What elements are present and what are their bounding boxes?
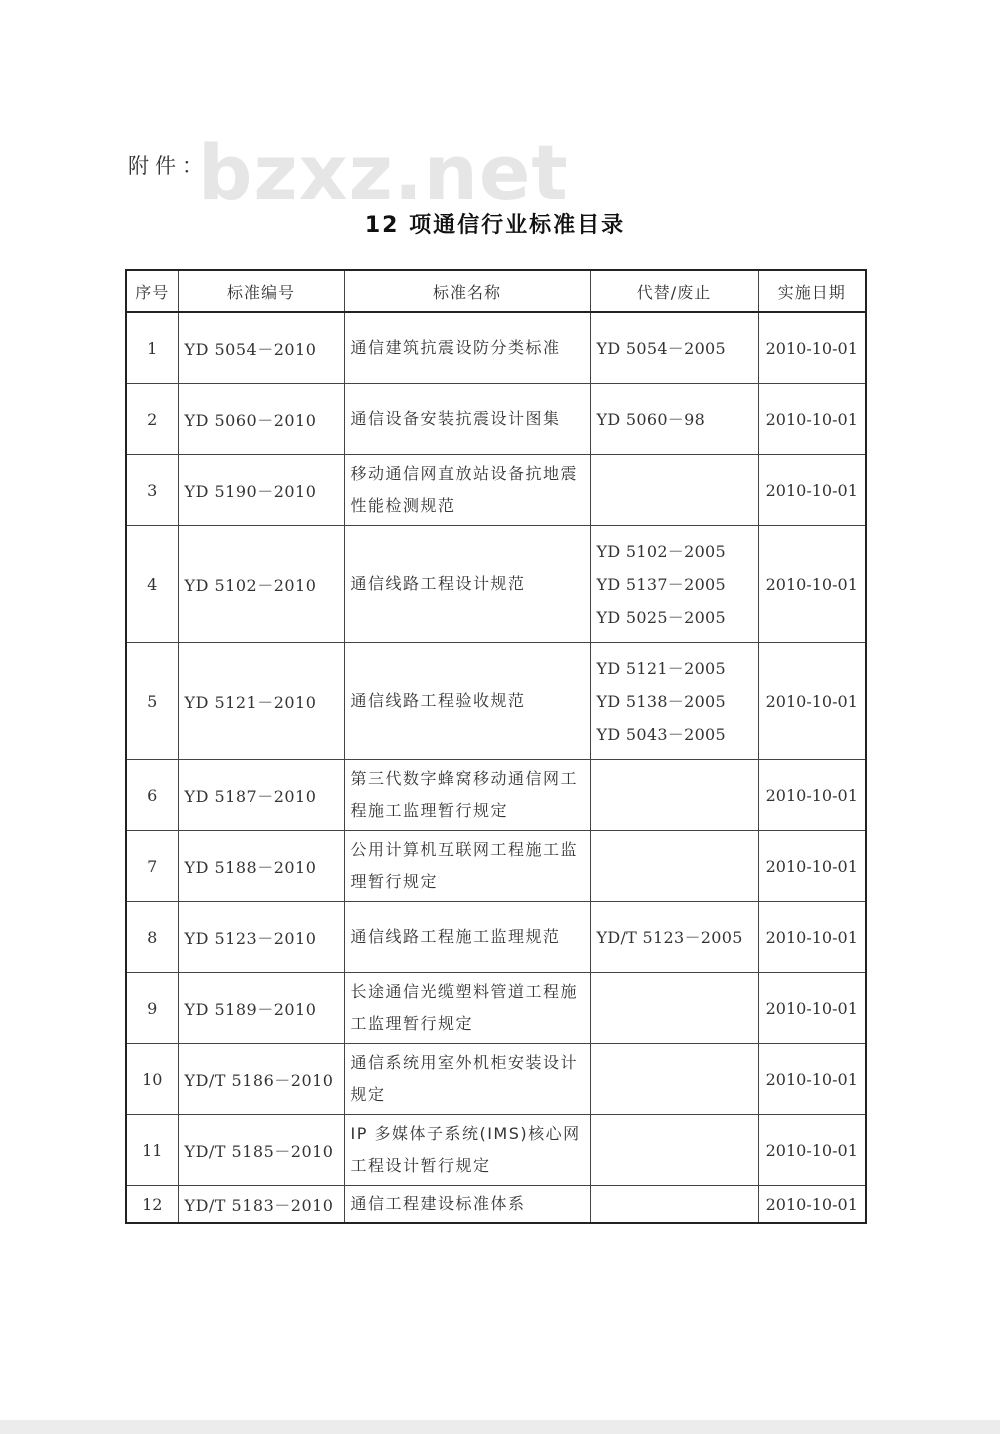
cell-seq: 7 <box>126 831 178 902</box>
cell-seq: 3 <box>126 455 178 526</box>
cell-seq: 10 <box>126 1044 178 1115</box>
cell-name: 通信线路工程施工监理规范 <box>344 902 590 973</box>
table-row <box>126 973 866 1044</box>
cell-code: YD/T 5185－2010 <box>178 1115 344 1186</box>
cell-name: 通信线路工程验收规范 <box>344 643 590 760</box>
cell-replaces <box>590 1115 758 1186</box>
cell-code: YD 5102－2010 <box>178 526 344 643</box>
cell-seq: 5 <box>126 643 178 760</box>
cell-date: 2010-10-01 <box>758 760 866 831</box>
header-seq: 序号 <box>126 270 178 312</box>
cell-replaces <box>590 1186 758 1224</box>
cell-code: YD 5054－2010 <box>178 312 344 384</box>
table-header-row <box>126 270 866 312</box>
cell-seq: 9 <box>126 973 178 1044</box>
header-replaces: 代替/废止 <box>590 270 758 312</box>
cell-name: 公用计算机互联网工程施工监理暂行规定 <box>344 831 590 902</box>
table-row <box>126 455 866 526</box>
cell-date: 2010-10-01 <box>758 455 866 526</box>
cell-date: 2010-10-01 <box>758 643 866 760</box>
table-row <box>126 902 866 973</box>
table-row <box>126 384 866 455</box>
cell-seq: 4 <box>126 526 178 643</box>
cell-replaces <box>590 973 758 1044</box>
cell-code: YD/T 5183－2010 <box>178 1186 344 1224</box>
cell-name: 长途通信光缆塑料管道工程施工监理暂行规定 <box>344 973 590 1044</box>
header-name: 标准名称 <box>344 270 590 312</box>
table-row <box>126 760 866 831</box>
cell-date: 2010-10-01 <box>758 384 866 455</box>
cell-replaces <box>590 831 758 902</box>
cell-replaces: YD/T 5123－2005 <box>590 902 758 973</box>
table-row <box>126 831 866 902</box>
cell-date: 2010-10-01 <box>758 526 866 643</box>
standards-table <box>125 269 867 1224</box>
cell-seq: 2 <box>126 384 178 455</box>
cell-code: YD 5187－2010 <box>178 760 344 831</box>
cell-code: YD 5190－2010 <box>178 455 344 526</box>
cell-replaces <box>590 760 758 831</box>
cell-code: YD 5060－2010 <box>178 384 344 455</box>
page-bottom-bar <box>0 1420 1000 1434</box>
cell-replaces: YD 5054－2005 <box>590 312 758 384</box>
table-row <box>126 1186 866 1224</box>
cell-seq: 6 <box>126 760 178 831</box>
cell-date: 2010-10-01 <box>758 1186 866 1224</box>
attachment-label: 附件： <box>128 154 209 178</box>
cell-name: 通信工程建设标准体系 <box>344 1186 590 1224</box>
cell-seq: 1 <box>126 312 178 384</box>
cell-date: 2010-10-01 <box>758 902 866 973</box>
table-row <box>126 1044 866 1115</box>
cell-code: YD 5121－2010 <box>178 643 344 760</box>
header-date: 实施日期 <box>758 270 866 312</box>
cell-seq: 12 <box>126 1186 178 1224</box>
cell-code: YD 5189－2010 <box>178 973 344 1044</box>
cell-name: 第三代数字蜂窝移动通信网工程施工监理暂行规定 <box>344 760 590 831</box>
table-row <box>126 1115 866 1186</box>
cell-code: YD 5123－2010 <box>178 902 344 973</box>
cell-name: 通信线路工程设计规范 <box>344 526 590 643</box>
cell-date: 2010-10-01 <box>758 831 866 902</box>
cell-date: 2010-10-01 <box>758 973 866 1044</box>
cell-seq: 8 <box>126 902 178 973</box>
cell-replaces <box>590 455 758 526</box>
cell-code: YD/T 5186－2010 <box>178 1044 344 1115</box>
cell-date: 2010-10-01 <box>758 312 866 384</box>
cell-replaces <box>590 1044 758 1115</box>
cell-seq: 11 <box>126 1115 178 1186</box>
cell-name: 通信建筑抗震设防分类标准 <box>344 312 590 384</box>
header-code: 标准编号 <box>178 270 344 312</box>
cell-name: 通信系统用室外机柜安装设计规定 <box>344 1044 590 1115</box>
cell-replaces: YD 5102－2005 YD 5137－2005 YD 5025－2005 <box>590 526 758 643</box>
cell-name: IP 多媒体子系统(IMS)核心网工程设计暂行规定 <box>344 1115 590 1186</box>
cell-date: 2010-10-01 <box>758 1115 866 1186</box>
cell-replaces: YD 5121－2005 YD 5138－2005 YD 5043－2005 <box>590 643 758 760</box>
document-title: 12 项通信行业标准目录 <box>364 213 626 238</box>
cell-code: YD 5188－2010 <box>178 831 344 902</box>
cell-name: 移动通信网直放站设备抗地震性能检测规范 <box>344 455 590 526</box>
table-row <box>126 643 866 760</box>
cell-name: 通信设备安装抗震设计图集 <box>344 384 590 455</box>
watermark: bzxz.net <box>198 128 569 217</box>
cell-replaces: YD 5060－98 <box>590 384 758 455</box>
table-row <box>126 312 866 384</box>
table-row <box>126 526 866 643</box>
cell-date: 2010-10-01 <box>758 1044 866 1115</box>
